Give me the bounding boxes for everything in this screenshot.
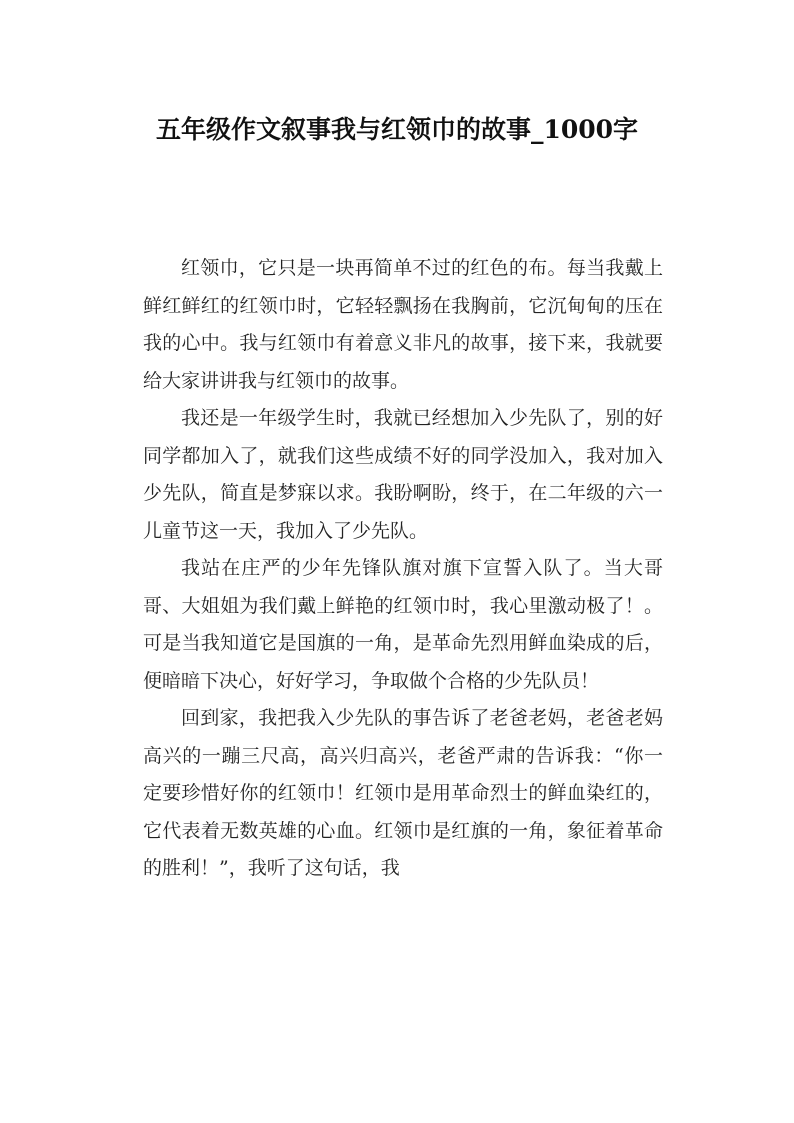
paragraph-2: 我还是一年级学生时，我就已经想加入少先队了，别的好同学都加入了，就我们这些成绩不好的同学没加入，我对加入少先队，简直是梦寐以求。我盼啊盼，终于，在二年级的六一儿童节这一天，我加入了少先队。	[143, 407, 663, 542]
document-body	[143, 250, 663, 888]
paragraph-4: 回到家，我把我入少先队的事告诉了老爸老妈，老爸老妈高兴的一蹦三尺高，高兴归高兴，老爸严肃的告诉我：“你一定要珍惜好你的红领巾！红领巾是用革命烈士的鲜血染红的，它代表着无数英雄的心血。红领巾是红旗的一角，象征着革命的胜利！”，我听了这句话，我	[143, 707, 663, 879]
paragraph-1: 红领巾，它只是一块再简单不过的红色的布。每当我戴上鲜红鲜红的红领巾时，它轻轻飘扬在我胸前，它沉甸甸的压在我的心中。我与红领巾有着意义非凡的故事，接下来，我就要给大家讲讲我与红领巾的故事。	[143, 257, 663, 392]
document-title: 五年级作文叙事我与红领巾的故事_1000字	[155, 115, 639, 144]
paragraph-3: 我站在庄严的少年先锋队旗对旗下宣誓入队了。当大哥哥、大姐姐为我们戴上鲜艳的红领巾时，我心里激动极了！。可是当我知道它是国旗的一角，是革命先烈用鲜血染成的后，便暗暗下决心，好好学习，争取做个合格的少先队员！	[143, 557, 663, 692]
